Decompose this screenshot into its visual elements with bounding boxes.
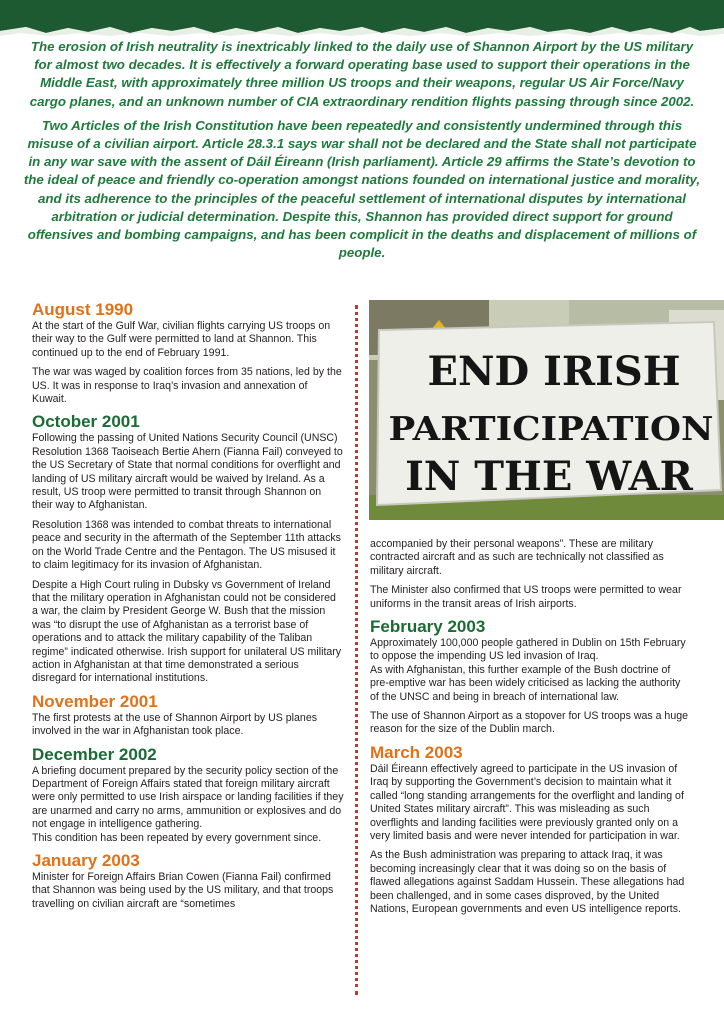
jan2003-paragraph-1: Minister for Foreign Affairs Brian Cowen (Fianna Fail) confirmed that Shannon was being used by the US military, and that troops travelling on civilian aircraft are “sometimes xyxy=(32,871,334,910)
heading-february-2003: February 2003 xyxy=(370,617,486,637)
mar2003-paragraph-2: As the Bush administration was preparing to attack Iraq, it was becoming increasingly clear that it was doing so on the basis of flawed allegations against Saddam Hussein. These allegations had been challenged, and in some cases disproved, by the United Nations, European governments and even US intelligence reports. xyxy=(370,849,685,915)
jan2003-paragraph-1-continued: accompanied by their personal weapons”. These are military contracted aircraft and as such are technically not classified as military aircraft. xyxy=(370,538,664,577)
column-divider xyxy=(355,305,358,995)
intro-statement xyxy=(22,38,702,268)
jan2003-paragraph-2: The Minister also confirmed that US troops were permitted to wear uniforms in the transit areas of Irish airports. xyxy=(370,584,682,610)
heading-november-2001: November 2001 xyxy=(32,691,158,711)
aug1990-paragraph-2: The war was waged by coalition forces from 35 nations, led by the US. It was in response to Iraq’s invasion and annexation of Kuwait. xyxy=(32,366,342,406)
heading-august-1990: August 1990 xyxy=(32,300,134,319)
dec2002-paragraph-1: A briefing document prepared by the security policy section of the Department of Foreign Affairs stated that foreign military aircraft were only permitted to use Irish airspace or landing facilities if they are unarmed and carry no arms, ammunition or explosives and do not engage in intelligence gathering. xyxy=(32,764,344,831)
aug1990-paragraph-1: At the start of the Gulf War, civilian flights carrying US troops on their way to the Gulf were permitted to land at Shannon. This continued up to the end of February 1991. xyxy=(32,320,331,359)
heading-january-2003: January 2003 xyxy=(32,851,140,870)
banner-photo-image xyxy=(369,300,724,520)
oct2001-paragraph-2: Resolution 1368 was intended to combat threats to international peace and security in the aftermath of the September 11th attacks on the World Trade Centre and the Pentagon. The US misused it to claim legitimacy for its invasion of Afghanistan. xyxy=(32,518,341,572)
left-column xyxy=(32,300,344,917)
banner-line-2: PARTICIPATION xyxy=(388,409,714,448)
dec2002-paragraph-1b: This condition has been repeated by every government since. xyxy=(32,831,322,844)
feb2003-paragraph-1b: As with Afghanistan, this further example of the Bush doctrine of pre-emptive war has been widely criticised as lacking the authority of the UNSC and being in breach of international law. xyxy=(370,663,681,703)
intro-paragraph-1: The erosion of Irish neutrality is inextricably linked to the daily use of Shannon Airport by the US military for almost two decades. It is effectively a forward operating base used to support their operations in the Middle East, with approximately three million US troops and their weapons, regular US Air Force/Navy cargo planes, and an unknown number of CIA extraordinary rendition flights passing through since 2002. xyxy=(29,39,695,109)
heading-october-2001: October 2001 xyxy=(32,412,140,432)
heading-march-2003: March 2003 xyxy=(370,742,463,762)
banner-line-3: IN THE WAR xyxy=(405,453,693,500)
nov2001-paragraph-1: The first protests at the use of Shannon Airport by US planes involved in the war in Afghanistan took place. xyxy=(32,711,318,738)
feb2003-paragraph-2: The use of Shannon Airport as a stopover for US troops was a huge reason for the size of the Dublin march. xyxy=(370,710,688,736)
right-column xyxy=(370,538,692,922)
feb2003-paragraph-1: Approximately 100,000 people gathered in Dublin on 15th February to oppose the impending US led invasion of Iraq. xyxy=(370,637,686,663)
heading-december-2002: December 2002 xyxy=(32,744,157,764)
oct2001-paragraph-1: Following the passing of United Nations Security Council (UNSC) Resolution 1368 Taoiseach Bertie Ahern (Fianna Fail) conveyed to the US Secretary of State that normal conditions for overflight and landing of US military aircraft would be waived by Ireland. As a result, US troop were permitted to transit through Shannon on their way to Afghanistan. xyxy=(32,432,343,512)
torn-paper-top-edge xyxy=(0,0,724,40)
banner-line-1: END IRISH xyxy=(427,348,681,395)
intro-paragraph-2: Two Articles of the Irish Constitution have been repeatedly and consistently undermined through this misuse of a civilian airport. Article 28.3.1 says war shall not be declared and the State shall not participate in any war save with the assent of Dáil Éireann (Irish parliament). Article 29 affirms the State’s devotion to the ideal of peace and friendly co-operation amongst nations founded on international justice and morality, and its adherence to the principles of the peaceful settlement of international disputes by international arbitration or judicial determination. Despite this, Shannon has provided direct support for ground offensives and bombing campaigns, and has been complicit in the deaths and displacement of millions of people. xyxy=(23,117,701,261)
protest-banner-photo xyxy=(369,300,724,520)
mar2003-paragraph-1: Dáil Éireann effectively agreed to participate in the US invasion of Iraq by supporting the Government’s decision to maintain what it called “long standing arrangements for the overflight and landing of United States military aircraft”. This was misleading as such overflights and landing facilities were previously granted only on a very limited basis and were never intended for participation in war. xyxy=(370,762,684,842)
oct2001-paragraph-3: Despite a High Court ruling in Dubsky vs Government of Ireland that the military operation in Afghanistan could not be considered a war, the claim by President George W. Bush that the mission was “to disrupt the use of Afghanistan as a terrorist base of operations and to attack the military capability of the Taliban regime” indicated otherwise. Irish support for unilateral US military action in Afghanistan at that time demonstrated a serious disregard for international institutions. xyxy=(32,578,342,685)
